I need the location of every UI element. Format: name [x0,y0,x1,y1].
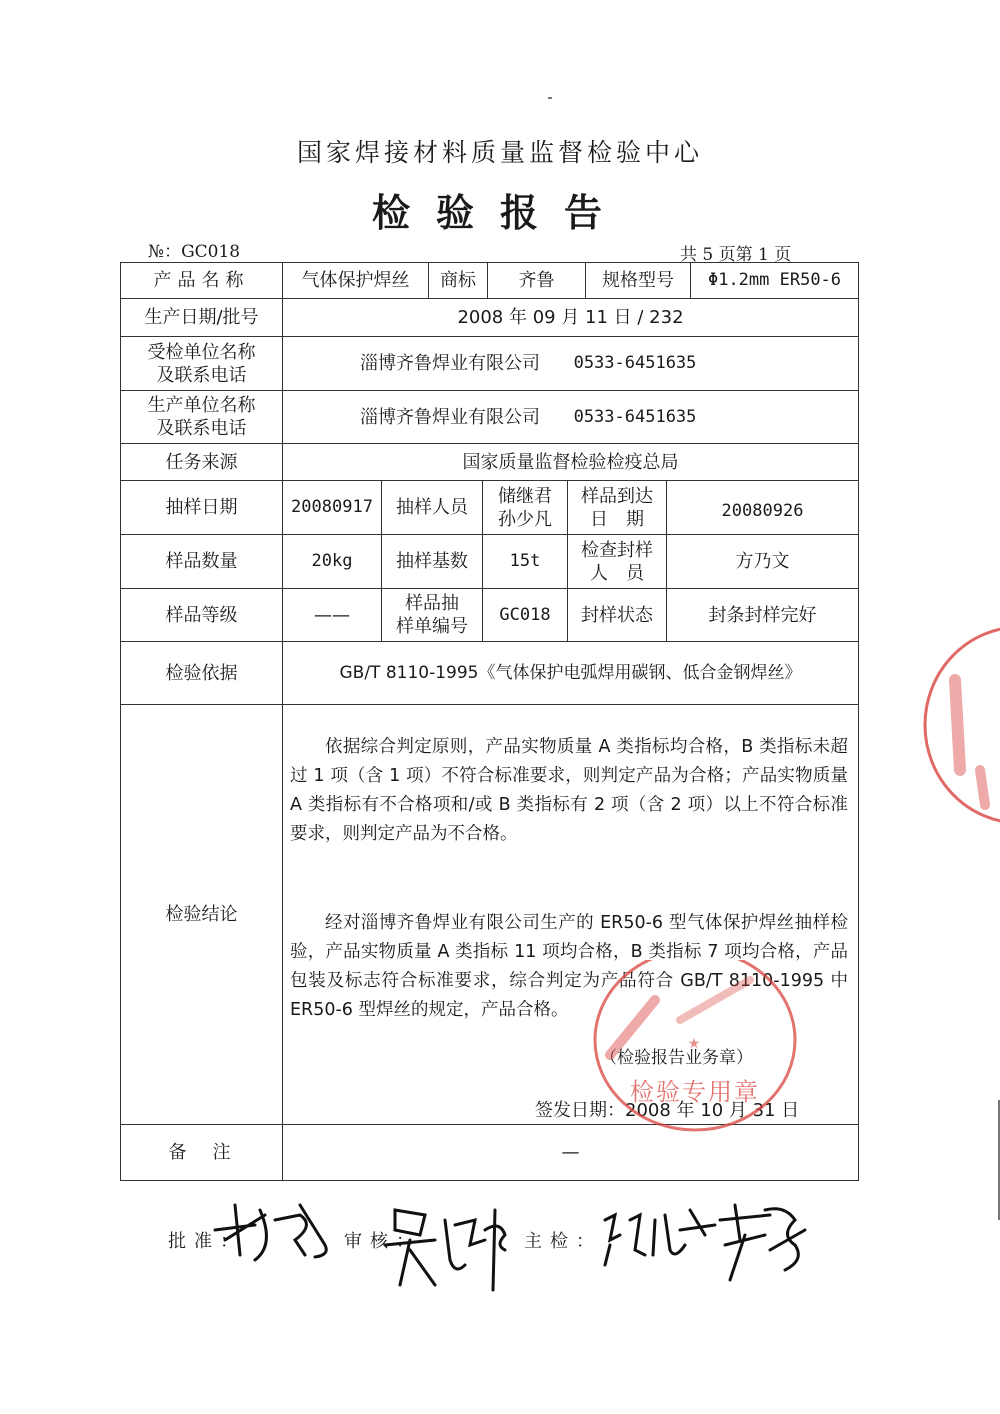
sample-grade-label: 样品等级 [165,604,238,626]
inspection-basis-label: 检验依据 [165,662,238,684]
remarks-label: 备 注 [168,1142,235,1163]
seal-status-value: 封条封样完好 [708,604,817,626]
edge-seal [915,620,1000,830]
brand-label: 商标 [440,270,476,291]
sample-quantity-value: 20kg [311,551,353,571]
production-date-label: 生产日期/批号 [144,307,259,328]
spec-label: 规格型号 [602,270,674,291]
sampler-label: 抽样人员 [396,497,468,518]
sampling-base-label: 抽样基数 [396,551,468,572]
seal-inner-text: 检验专用章 [630,1078,760,1106]
organization-title: 国家焊接材料质量监督检验中心 [296,138,703,167]
producer-unit-name: 淄博齐鲁焊业有限公司 [360,406,540,428]
producer-unit-label: 生产单位名称 及联系电话 [147,395,256,439]
sampling-date-label: 抽样日期 [165,497,238,518]
scan-mark [548,97,552,99]
report-title: 检验报告 [371,191,628,235]
page-info: 共 5 页第 1 页 [680,245,792,265]
issue-date: 签发日期：2008 年 10 月 31 日 [535,1100,800,1121]
sample-quantity-label: 样品数量 [165,551,238,572]
inspector-signature-2 [710,1190,820,1290]
product-name-value: 气体保护焊丝 [301,270,410,291]
inspected-unit-phone: 0533-6451635 [573,353,697,373]
seal-inspector-label: 检查封样 人 员 [581,539,653,584]
remarks-value: — [561,1142,580,1163]
seal-inspector-value: 方乃文 [735,551,790,572]
inspection-basis-value: GB/T 8110-1995《气体保护电弧焊用碳钢、低合金钢焊丝》 [339,662,802,683]
producer-unit-phone: 0533-6451635 [573,406,697,427]
product-name-label: 产品名称 [153,270,250,291]
inspected-unit-name: 淄博齐鲁焊业有限公司 [360,353,540,374]
inspector-label: 主检： [524,1231,602,1252]
conclusion-paragraph-1: 依据综合判定原则，产品实物质量 A 类指标均合格，B 类指标未超过 1 项（含 1 项）不符合标准要求，则判定产品为合格；产品实物质量 A 类指标有不合格项和/或 B 类指标有 2 项（含 2 项）以上不符合标准要求，则判定产品为不合格。 [290,737,848,844]
svg-text:★: ★ [687,1036,703,1052]
seal-status-label: 封样状态 [581,604,653,626]
report-number: №：GC018 [148,242,241,262]
sampler-names: 储继君 孙少凡 [498,485,552,530]
conclusion-label: 检验结论 [165,904,238,925]
inspected-unit-label: 受检单位名称 及联系电话 [147,341,256,386]
sampling-form-no-label: 样品抽 样单编号 [396,593,468,637]
brand-value: 齐鲁 [518,270,555,291]
arrival-date-value: 20080926 [721,501,804,521]
review-label: 审核： [344,1231,422,1252]
stamp-note: （检验报告业务章） [600,1048,753,1068]
arrival-date-label: 样品到达 日 期 [581,485,653,530]
inspector-signature-1 [595,1195,725,1275]
sample-grade-value: —— [314,604,350,626]
sampling-base-value: 15t [509,551,541,571]
sampling-date-value: 20080917 [291,497,373,517]
task-source-label: 任务来源 [165,451,238,473]
production-date-value: 2008 年 09 月 11 日 / 232 [457,307,684,328]
task-source-value: 国家质量监督检验检疫总局 [462,451,679,473]
reviewer-signature [375,1190,525,1300]
approve-label: 批准： [168,1231,246,1252]
conclusion-paragraph-2: 经对淄博齐鲁焊业有限公司生产的 ER50-6 型气体保护焊丝抽样检验，产品实物质量 A 类指标 11 项均合格，B 类指标 7 项均合格，产品包装及标志符合标准要求，综合判定为产品符合 GB/T 8110-1995 中 ER50-6 型焊丝的规定，产品合格。 [290,913,848,1020]
spec-value: Φ1.2mm ER50-6 [707,270,842,290]
approver-signature [205,1185,345,1275]
sampling-form-no-value: GC018 [499,604,551,625]
